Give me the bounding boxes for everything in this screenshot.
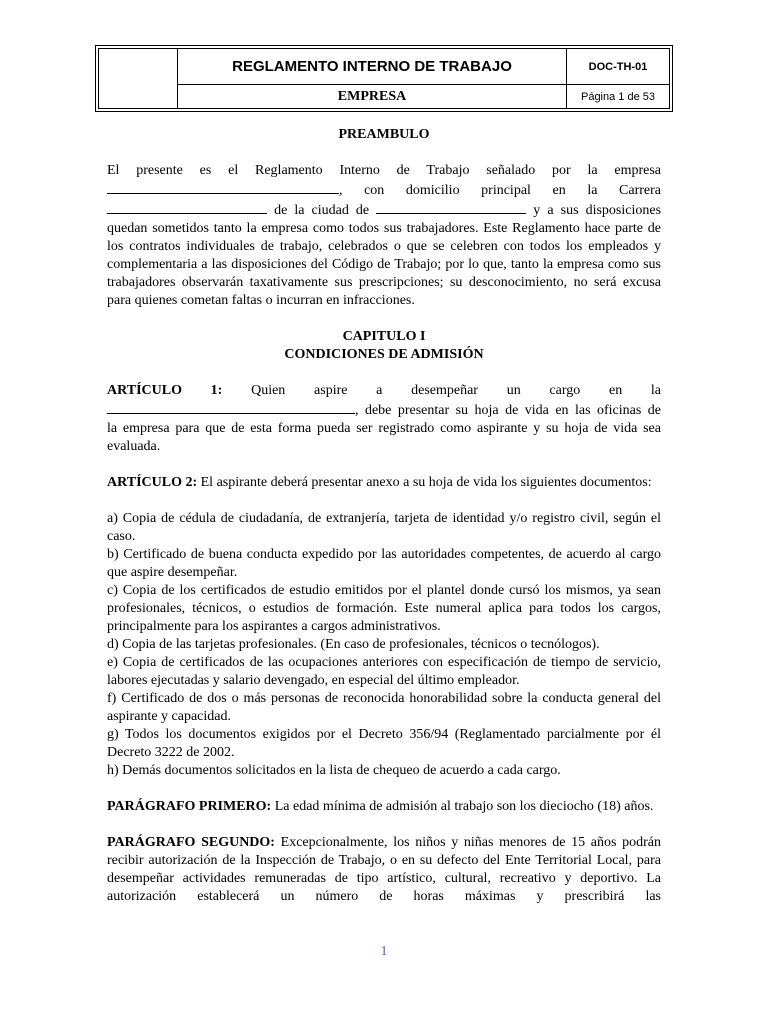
- article-2: [107, 474, 661, 492]
- blank-city: [376, 200, 526, 214]
- list-item: d) Copia de las tarjetas profesionales. (En caso de profesionales, técnicos o tecnólogos).: [107, 637, 600, 652]
- chapter-subtitle: CONDICIONES DE ADMISIÓN: [284, 347, 484, 362]
- list-item: e) Copia de certificados de las ocupaciones anteriores con especificación de tiempo de servicio, labores ejecutadas y salario devengado, en especial del último empleador.: [107, 655, 661, 688]
- article-1-line-1: Quien aspire a desempeñar un cargo en la: [251, 383, 662, 398]
- preamble-line-3-suffix: y a sus disposiciones: [533, 203, 662, 218]
- article-2-label: ARTÍCULO 2:: [107, 475, 198, 490]
- article-2-text: El aspirante deberá presentar anexo a su hoja de vida los siguientes documentos:: [200, 475, 652, 490]
- article-1-rest: la empresa para que de esta forma pueda ser registrado como aspirante y su hoja de vida sea evaluada.: [107, 421, 661, 454]
- article-1-label: ARTÍCULO 1:: [107, 383, 223, 398]
- preamble-heading: PREAMBULO: [338, 127, 430, 142]
- paragraph-first: [107, 798, 661, 816]
- article-1: [107, 382, 661, 456]
- preamble-paragraph: [107, 162, 661, 310]
- paragraph-first-label: PARÁGRAFO PRIMERO:: [107, 799, 272, 814]
- page-indicator: Página 1 de 53: [580, 90, 655, 103]
- paragraph-second-text: Excepcionalmente, los niños y niñas menores de 15 años podrán recibir autorización de la Inspección de Trabajo, o en su defecto del Ente Territorial Local, para desempeñar actividades remuneradas de tipo artístico, cultural, recreativo y deportivo. La autorización establecerá un número de horas máximas y prescribirá las: [107, 835, 661, 904]
- preamble-rest: quedan sometidos tanto la empresa como todos sus trabajadores. Este Reglamento hace parte de los contratos individuales de trabajo, celebrados o que se celebren con todos los empleados y complementaria a las disposiciones del Código de Trabajo; por lo que, tanto la empresa como sus trabajadores observarán taxativamente sus prescripciones; su desconocimiento, no será excusa para quienes cometan faltas o incurran en infracciones.: [107, 221, 661, 308]
- preamble-line-3-mid: de la ciudad de: [274, 203, 370, 218]
- company-name: EMPRESA: [178, 85, 567, 108]
- preamble-line-1: El presente es el Reglamento Interno de Trabajo señalado por la empresa: [107, 163, 661, 178]
- document-title: REGLAMENTO INTERNO DE TRABAJO: [178, 49, 567, 85]
- list-item: f) Certificado de dos o más personas de reconocida honorabilidad sobre la conducta general del aspirante y capacidad.: [107, 691, 661, 724]
- paragraph-second-label: PARÁGRAFO SEGUNDO:: [107, 835, 275, 850]
- blank-office-location: [107, 400, 355, 414]
- preamble-line-2: , con domicilio principal en la Carrera: [339, 183, 661, 198]
- paragraph-second: [107, 834, 661, 906]
- blank-company-name: [107, 180, 339, 194]
- paragraph-first-text: La edad mínima de admisión al trabajo son los dieciocho (18) años.: [274, 799, 654, 814]
- document-list: [107, 510, 661, 780]
- footer-page-number: 1: [380, 944, 388, 959]
- blank-address: [107, 200, 267, 214]
- list-item: b) Certificado de buena conducta expedido por las autoridades competentes, de acuerdo al cargo que aspire desempeñar.: [107, 547, 661, 580]
- document-body: [107, 126, 661, 906]
- list-item: h) Demás documentos solicitados en la lista de chequeo de acuerdo a cada cargo.: [107, 763, 561, 778]
- document-code: DOC-TH-01: [567, 49, 669, 85]
- list-item: c) Copia de los certificados de estudio emitidos por el plantel donde cursó los mismos, ya sean profesionales, técnicos, o estudios de formación. Este numeral aplica para todos los cargos, principalmente para los aspirantes a cargos administrativos.: [107, 583, 661, 634]
- chapter-title: CAPITULO I: [342, 329, 426, 344]
- list-item: a) Copia de cédula de ciudadanía, de extranjería, tarjeta de identidad y/o registro civil, según el caso.: [107, 511, 661, 544]
- logo-cell: [99, 49, 178, 108]
- list-item: g) Todos los documentos exigidos por el Decreto 356/94 (Reglamentado parcialmente por él Decreto 3222 de 2002.: [107, 727, 661, 760]
- article-1-line-2: , debe presentar su hoja de vida en las oficinas de: [355, 403, 661, 418]
- document-header-table: [95, 45, 673, 112]
